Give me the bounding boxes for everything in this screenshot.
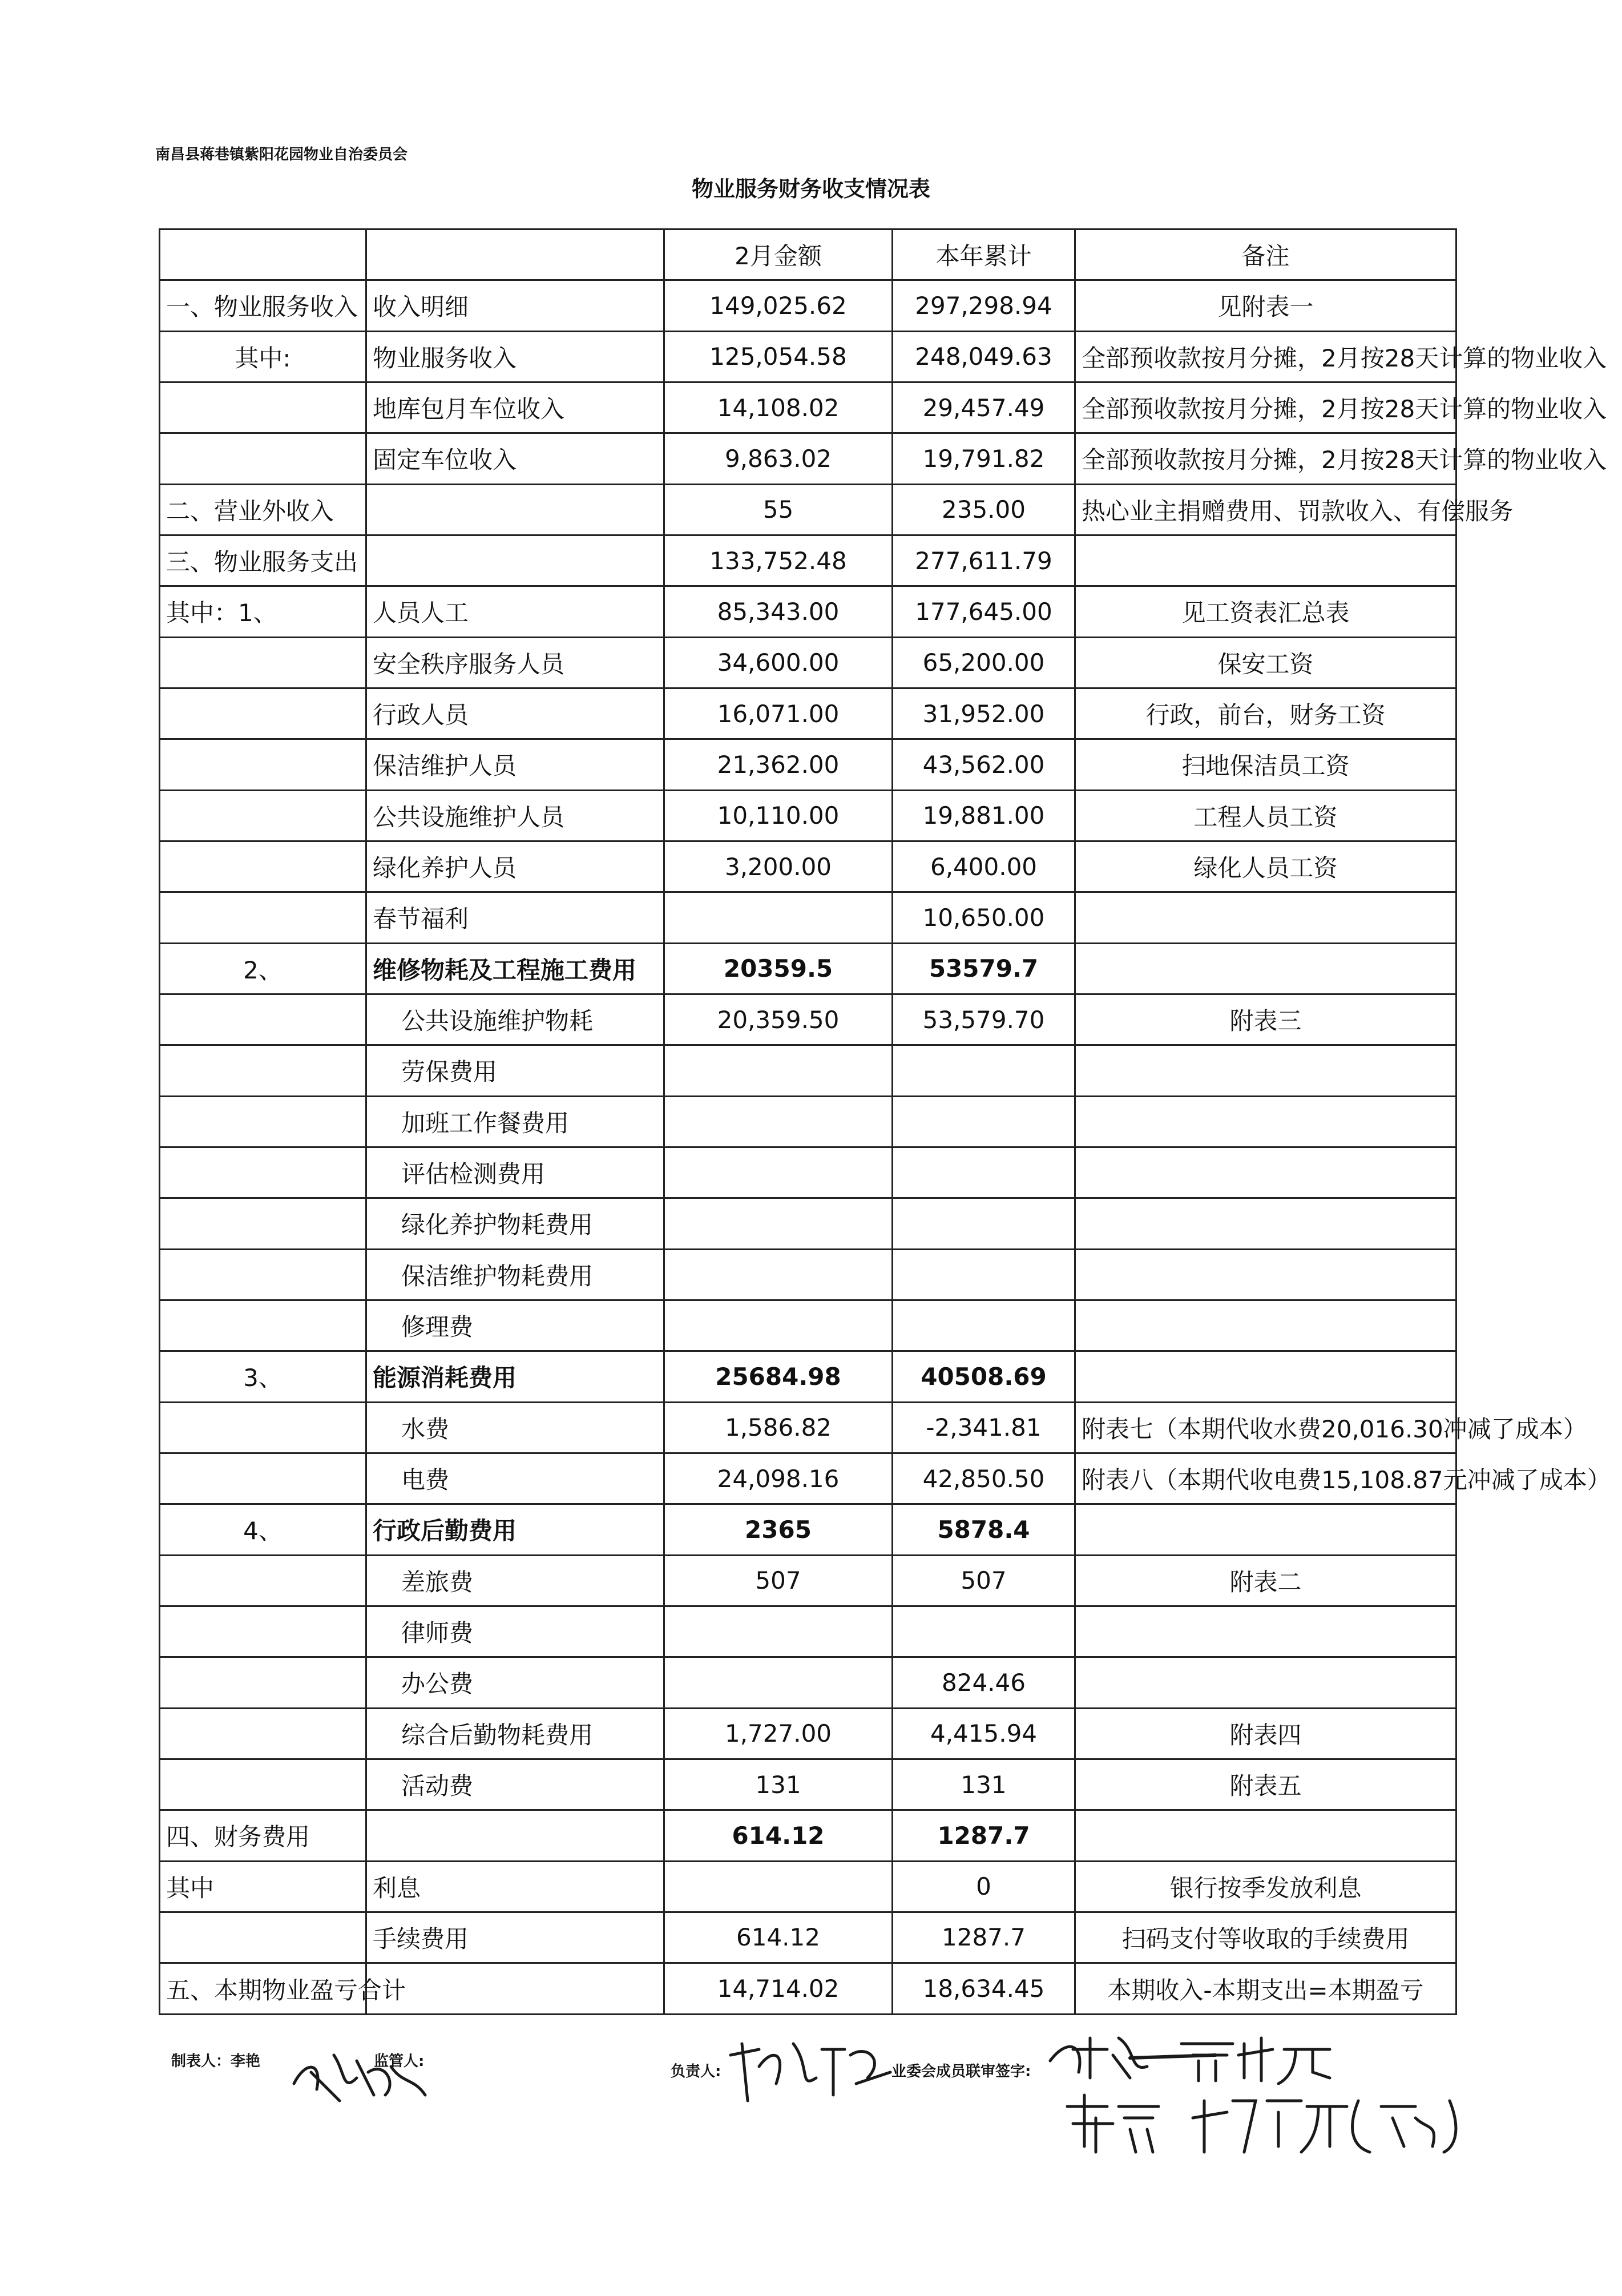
table-row [160,1708,1456,1759]
table-row [160,1657,1456,1708]
row-ytd-amount: 0 [893,1861,1075,1912]
page-title: 物业服务财务收支情况表 [691,176,930,202]
row-note: 附表七（本期代收水费20,016.30冲减了成本） [1075,1402,1456,1453]
row-item: 地库包月车位收入 [366,382,664,433]
row-note: 绿化人员工资 [1075,841,1456,892]
row-feb-amount: 614.12 [664,1810,893,1861]
row-ytd-amount: 65,200.00 [893,637,1075,688]
row-ytd-amount: 19,791.82 [893,433,1075,484]
row-category: 五、本期物业盈亏合计 [160,1963,366,2015]
row-feb-amount: 55 [664,484,893,535]
row-feb-amount: 507 [664,1555,893,1606]
row-feb-amount [664,1198,893,1249]
row-note: 附表五 [1075,1759,1456,1810]
row-note: 附表三 [1075,994,1456,1045]
row-feb-amount: 10,110.00 [664,790,893,841]
row-ytd-amount: 177,645.00 [893,586,1075,637]
header-feb: 2月金额 [664,229,893,280]
organization-name: 南昌县蒋巷镇紫阳花园物业自治委员会 [155,146,408,163]
row-ytd-amount [893,1198,1075,1249]
row-category [160,1198,366,1249]
row-note: 附表二 [1075,1555,1456,1606]
table-row [160,1096,1456,1147]
row-note [1075,1249,1456,1300]
table-row [160,1555,1456,1606]
header-cell-blank-2 [366,229,664,280]
row-note [1075,1504,1456,1555]
row-note: 本期收入-本期支出=本期盈亏 [1075,1963,1456,2015]
row-ytd-amount [893,1249,1075,1300]
table-row [160,994,1456,1045]
row-item: 固定车位收入 [366,433,664,484]
row-item: 修理费 [366,1300,664,1351]
table-row [160,331,1456,382]
row-note: 扫码支付等收取的手续费用 [1075,1912,1456,1963]
row-note [1075,1657,1456,1708]
row-category: 其中：1、 [160,586,366,637]
row-ytd-amount: 18,634.45 [893,1963,1075,2015]
row-note: 工程人员工资 [1075,790,1456,841]
row-feb-amount [664,1045,893,1096]
row-item: 春节福利 [366,892,664,943]
row-note [1075,1147,1456,1198]
table-row [160,1351,1456,1402]
row-feb-amount: 131 [664,1759,893,1810]
row-item: 行政人员 [366,688,664,739]
row-category [160,1300,366,1351]
row-note: 银行按季发放利息 [1075,1861,1456,1912]
row-note [1075,1606,1456,1657]
row-item: 电费 [366,1453,664,1504]
row-category [160,1402,366,1453]
row-note [1075,1351,1456,1402]
row-ytd-amount [893,1096,1075,1147]
row-category: 其中 [160,1861,366,1912]
row-category [160,841,366,892]
row-ytd-amount: 53579.7 [893,943,1075,994]
row-item: 手续费用 [366,1912,664,1963]
table-row [160,1249,1456,1300]
row-note: 保安工资 [1075,637,1456,688]
row-category [160,382,366,433]
row-feb-amount: 20359.5 [664,943,893,994]
row-feb-amount [664,1606,893,1657]
row-ytd-amount: 4,415.94 [893,1708,1075,1759]
row-note [1075,1300,1456,1351]
row-item: 活动费 [366,1759,664,1810]
row-feb-amount: 1,586.82 [664,1402,893,1453]
row-item [366,1963,664,2015]
row-feb-amount [664,1300,893,1351]
row-item: 绿化养护物耗费用 [366,1198,664,1249]
table-row [160,1504,1456,1555]
table-row [160,433,1456,484]
responsible-label: 负责人: [671,2063,721,2080]
row-category [160,1759,366,1810]
row-ytd-amount [893,1045,1075,1096]
row-feb-amount: 3,200.00 [664,841,893,892]
row-category [160,1657,366,1708]
row-feb-amount: 25684.98 [664,1351,893,1402]
row-ytd-amount: 5878.4 [893,1504,1075,1555]
row-ytd-amount: 42,850.50 [893,1453,1075,1504]
row-category [160,1555,366,1606]
row-category: 2、 [160,943,366,994]
row-ytd-amount: 297,298.94 [893,280,1075,331]
row-note: 见附表一 [1075,280,1456,331]
row-feb-amount: 149,025.62 [664,280,893,331]
row-item: 保洁维护人员 [366,739,664,790]
table-row [160,586,1456,637]
row-item: 能源消耗费用 [366,1351,664,1402]
row-category: 四、财务费用 [160,1810,366,1861]
row-feb-amount [664,1657,893,1708]
row-item: 加班工作餐费用 [366,1096,664,1147]
row-category [160,892,366,943]
table-row [160,382,1456,433]
row-item: 综合后勤物耗费用 [366,1708,664,1759]
table-row [160,637,1456,688]
header-note: 备注 [1075,229,1456,280]
row-feb-amount: 1,727.00 [664,1708,893,1759]
row-item: 差旅费 [366,1555,664,1606]
row-feb-amount [664,1147,893,1198]
row-ytd-amount: 1287.7 [893,1912,1075,1963]
row-note [1075,943,1456,994]
row-category: 3、 [160,1351,366,1402]
row-category [160,1708,366,1759]
row-feb-amount: 20,359.50 [664,994,893,1045]
row-note: 全部预收款按月分摊，2月按28天计算的物业收入 [1075,382,1456,433]
row-item [366,484,664,535]
table-row [160,280,1456,331]
finance-table [159,228,1611,2015]
table-row [160,688,1456,739]
row-category: 4、 [160,1504,366,1555]
row-ytd-amount: 19,881.00 [893,790,1075,841]
table-row [160,1912,1456,1963]
row-note: 见工资表汇总表 [1075,586,1456,637]
preparer-label: 制表人：李艳 [171,2053,261,2070]
row-category [160,994,366,1045]
row-ytd-amount: 40508.69 [893,1351,1075,1402]
row-ytd-amount: 31,952.00 [893,688,1075,739]
row-ytd-amount: 6,400.00 [893,841,1075,892]
row-ytd-amount: 131 [893,1759,1075,1810]
header-ytd: 本年累计 [893,229,1075,280]
row-item [366,535,664,586]
table-row [160,1300,1456,1351]
table-row [160,943,1456,994]
row-feb-amount: 16,071.00 [664,688,893,739]
row-category [160,1147,366,1198]
row-note: 附表四 [1075,1708,1456,1759]
row-note [1075,1096,1456,1147]
table-row [160,1453,1456,1504]
row-note: 附表八（本期代收电费15,108.87元冲减了成本） [1075,1453,1456,1504]
row-category [160,790,366,841]
row-note: 全部预收款按月分摊，2月按28天计算的物业收入 [1075,331,1456,382]
row-ytd-amount: 53,579.70 [893,994,1075,1045]
row-ytd-amount: -2,341.81 [893,1402,1075,1453]
table-row [160,1963,1456,2015]
table-row [160,1147,1456,1198]
row-category [160,739,366,790]
table-row [160,892,1456,943]
row-ytd-amount: 1287.7 [893,1810,1075,1861]
row-note [1075,1045,1456,1096]
row-category: 其中: [160,331,366,382]
row-category [160,1096,366,1147]
table-row [160,535,1456,586]
table-row [160,1045,1456,1096]
table-row [160,484,1456,535]
row-item: 安全秩序服务人员 [366,637,664,688]
row-item: 公共设施维护人员 [366,790,664,841]
row-feb-amount: 133,752.48 [664,535,893,586]
row-feb-amount [664,1096,893,1147]
row-feb-amount: 34,600.00 [664,637,893,688]
row-note: 全部预收款按月分摊，2月按28天计算的物业收入 [1075,433,1456,484]
row-category [160,433,366,484]
row-ytd-amount: 235.00 [893,484,1075,535]
row-note [1075,535,1456,586]
row-feb-amount [664,892,893,943]
row-item: 物业服务收入 [366,331,664,382]
committee-signature-line2 [1062,2084,1472,2164]
row-feb-amount: 14,714.02 [664,1963,893,2015]
header-cell-blank-1 [160,229,366,280]
row-category [160,1453,366,1504]
signature-footer [0,2044,1622,2215]
row-category [160,1045,366,1096]
table-row [160,841,1456,892]
table-row [160,1606,1456,1657]
committee-label: 业委会成员联审签字: [891,2063,1031,2080]
row-ytd-amount: 507 [893,1555,1075,1606]
row-note: 热心业主捐赠费用、罚款收入、有偿服务 [1075,484,1456,535]
row-category: 三、物业服务支出 [160,535,366,586]
row-category [160,1606,366,1657]
table-header-row [160,229,1456,280]
row-feb-amount: 14,108.02 [664,382,893,433]
row-ytd-amount: 248,049.63 [893,331,1075,382]
row-category [160,637,366,688]
row-ytd-amount: 824.46 [893,1657,1075,1708]
row-category [160,1249,366,1300]
row-ytd-amount [893,1147,1075,1198]
row-item: 公共设施维护物耗 [366,994,664,1045]
row-item: 行政后勤费用 [366,1504,664,1555]
table-row [160,790,1456,841]
row-feb-amount [664,1249,893,1300]
table-row [160,1861,1456,1912]
row-item: 律师费 [366,1606,664,1657]
table-row [160,1810,1456,1861]
row-feb-amount: 125,054.58 [664,331,893,382]
table-row [160,739,1456,790]
row-feb-amount: 85,343.00 [664,586,893,637]
row-note: 扫地保洁员工资 [1075,739,1456,790]
row-category: 一、物业服务收入 [160,280,366,331]
row-ytd-amount [893,1606,1075,1657]
row-ytd-amount: 10,650.00 [893,892,1075,943]
supervisor-label: 监管人: [374,2053,425,2070]
row-item: 水费 [366,1402,664,1453]
row-category: 二、营业外收入 [160,484,366,535]
row-feb-amount: 9,863.02 [664,433,893,484]
row-ytd-amount [893,1300,1075,1351]
row-note: 行政，前台，财务工资 [1075,688,1456,739]
committee-signature-line1 [1044,2027,1341,2089]
row-item: 办公费 [366,1657,664,1708]
row-item [366,1810,664,1861]
row-feb-amount: 2365 [664,1504,893,1555]
row-feb-amount: 21,362.00 [664,739,893,790]
row-item: 绿化养护人员 [366,841,664,892]
row-ytd-amount: 43,562.00 [893,739,1075,790]
row-item: 评估检测费用 [366,1147,664,1198]
row-item: 保洁维护物耗费用 [366,1249,664,1300]
row-feb-amount: 614.12 [664,1912,893,1963]
row-ytd-amount: 277,611.79 [893,535,1075,586]
table-row [160,1198,1456,1249]
row-category [160,1912,366,1963]
row-item: 维修物耗及工程施工费用 [366,943,664,994]
row-category [160,688,366,739]
responsible-signature [725,2032,896,2112]
row-feb-amount [664,1861,893,1912]
row-note [1075,1810,1456,1861]
table-row [160,1402,1456,1453]
row-item: 劳保费用 [366,1045,664,1096]
row-feb-amount: 24,098.16 [664,1453,893,1504]
row-item: 利息 [366,1861,664,1912]
row-ytd-amount: 29,457.49 [893,382,1075,433]
row-note [1075,1198,1456,1249]
row-note [1075,892,1456,943]
row-item: 人员人工 [366,586,664,637]
table-row [160,1759,1456,1810]
row-item: 收入明细 [366,280,664,331]
